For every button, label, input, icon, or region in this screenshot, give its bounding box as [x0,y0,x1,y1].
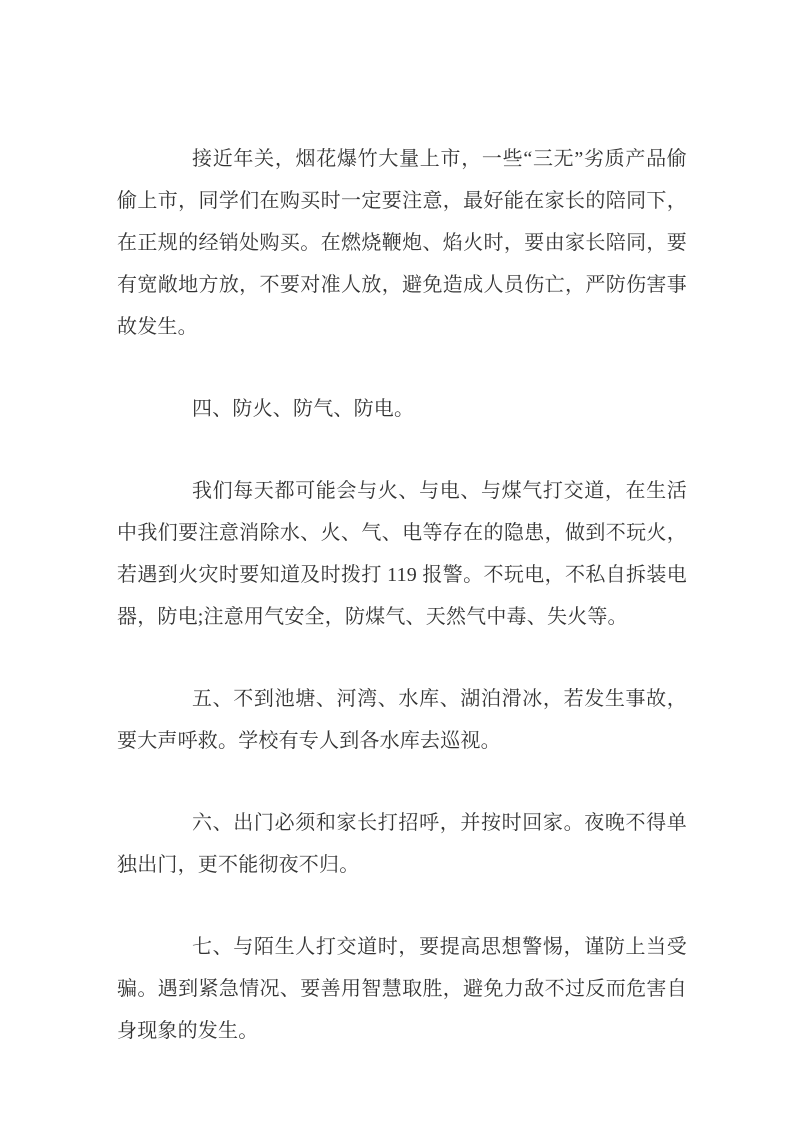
paragraph-fire-gas-electric-detail: 我们每天都可能会与火、与电、与煤气打交道，在生活中我们要注意消除水、火、气、电等存在的隐患，做到不玩火，若遇到火灾时要知道及时拨打 119 报警。不玩电，不私自拆装电器，防电;注意用气安全，防煤气、天然气中毒、失火等。 [117,480,687,628]
paragraph-seven-strangers-caution: 七、与陌生人打交道时，要提高思想警惕，谨防上当受骗。遇到紧急情况、要善用智慧取胜，避免力敌不过反而危害自身现象的发生。 [117,936,687,1042]
document-text-block [117,138,687,1092]
paragraph-six-going-out-rules: 六、出门必须和家长打招呼，并按时回家。夜晚不得单独出门，更不能彻夜不归。 [117,812,687,876]
paragraph-fireworks-safety: 接近年关，烟花爆竹大量上市，一些“三无”劣质产品偷偷上市，同学们在购买时一定要注意，最好能在家长的陪同下，在正规的经销处购买。在燃烧鞭炮、焰火时，要由家长陪同，要有宽敞地方放，不要对准人放，避免造成人员伤亡，严防伤害事故发生。 [117,148,687,338]
paragraph-five-ice-water-safety: 五、不到池塘、河湾、水库、湖泊滑冰，若发生事故，要大声呼救。学校有专人到各水库去巡视。 [117,688,687,752]
heading-section-four-fire-gas-electric: 四、防火、防气、防电。 [192,398,415,420]
